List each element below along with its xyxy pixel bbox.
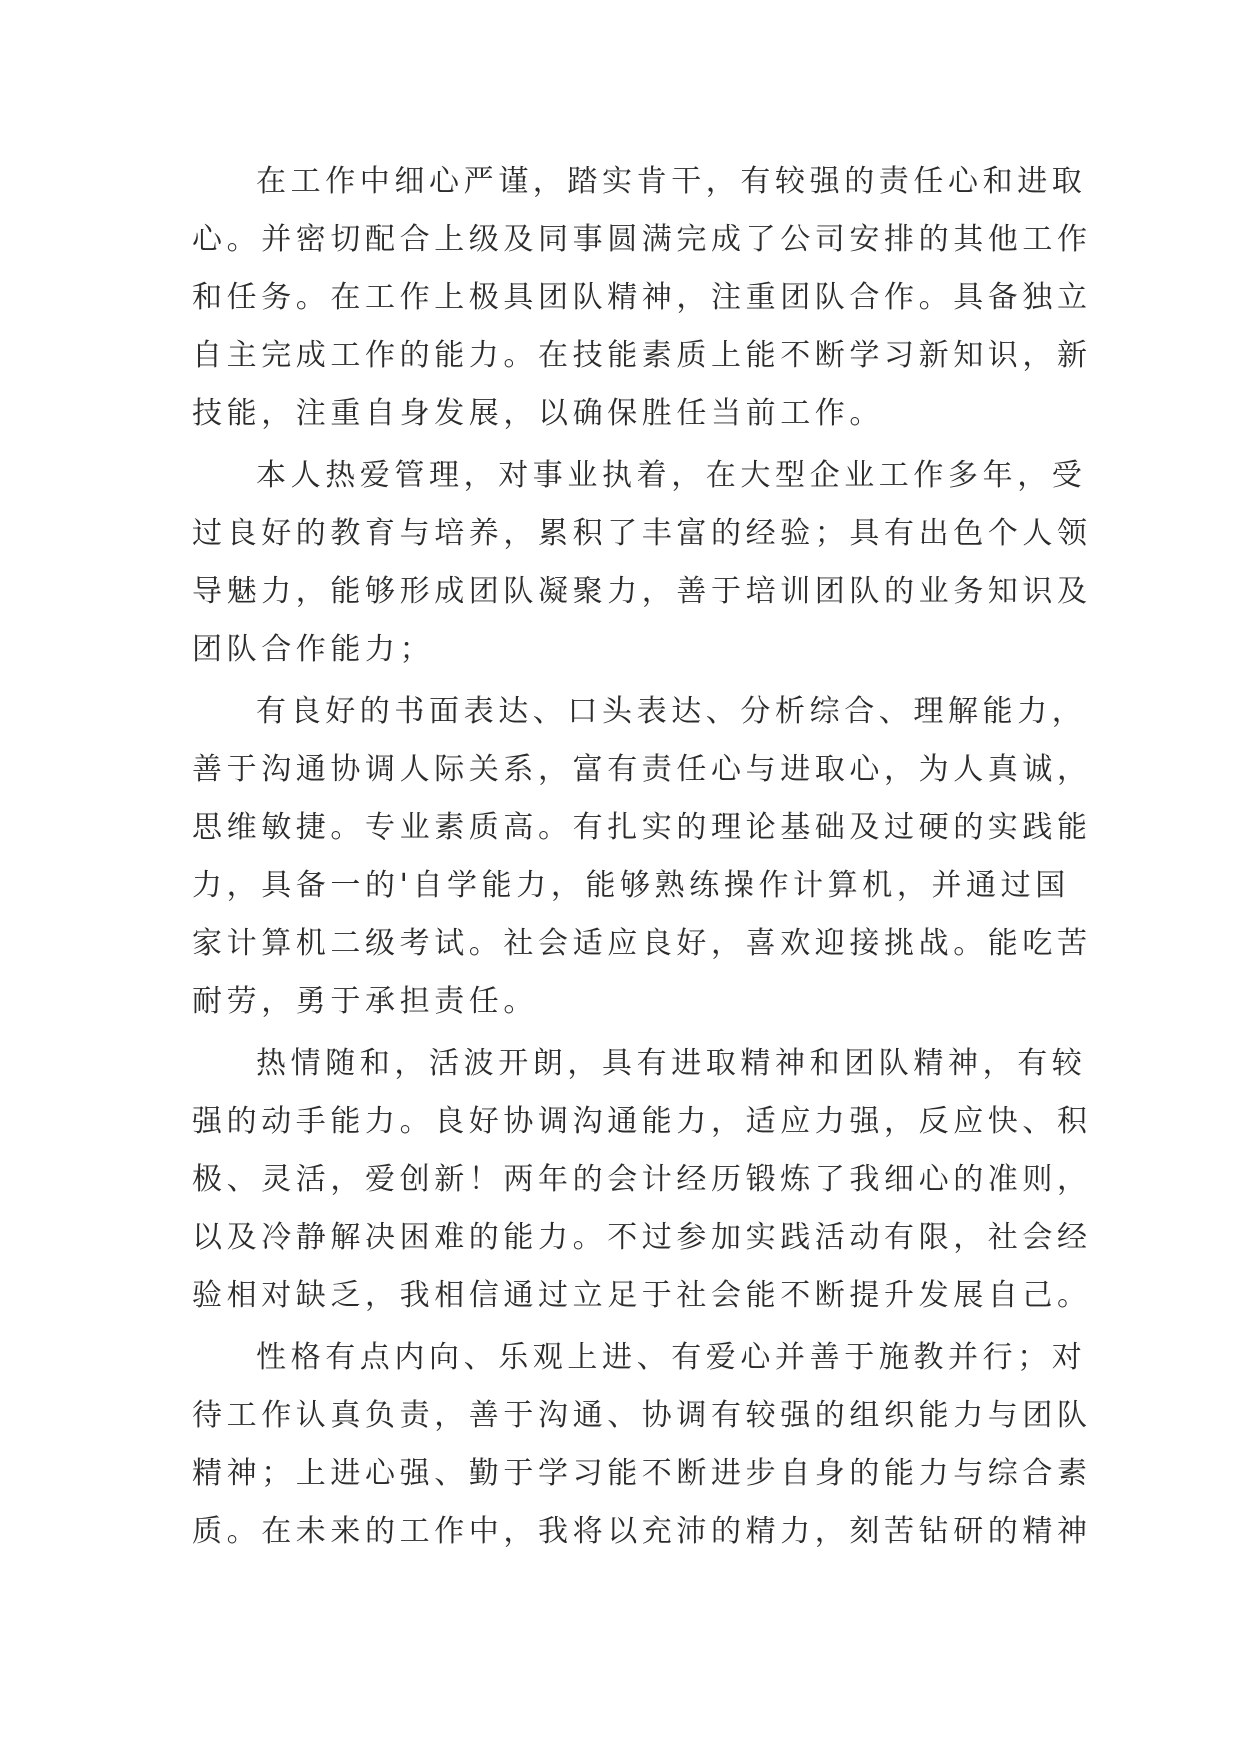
text-line: 在工作中细心严谨，踏实肯干，有较强的责任心和进取 (256, 164, 1087, 199)
text-line: 质。在未来的工作中，我将以充沛的精力，刻苦钻研的精神 (192, 1514, 1092, 1549)
paragraph-3 (192, 683, 1092, 1031)
text-line: 精神；上进心强、勤于学习能不断进步自身的能力与综合素 (192, 1456, 1092, 1491)
text-line: 技能，注重自身发展，以确保胜任当前工作。 (192, 396, 884, 431)
text-line: 性格有点内向、乐观上进、有爱心并善于施教并行；对 (256, 1340, 1087, 1375)
text-line: 待工作认真负责，善于沟通、协调有较强的组织能力与团队 (192, 1398, 1092, 1433)
text-line: 过良好的教育与培养，累积了丰富的经验；具有出色个人领 (192, 516, 1092, 551)
text-line: 极、灵活，爱创新！两年的会计经历锻炼了我细心的准则， (192, 1162, 1092, 1197)
document-body (192, 153, 1092, 1565)
text-line: 耐劳，勇于承担责任。 (192, 984, 538, 1019)
text-line: 验相对缺乏，我相信通过立足于社会能不断提升发展自己。 (192, 1278, 1092, 1313)
text-line: 热情随和，活波开朗，具有进取精神和团队精神，有较 (256, 1046, 1087, 1081)
text-line: 团队合作能力； (192, 632, 435, 667)
text-line: 力，具备一的'自学能力，能够熟练操作计算机，并通过国 (192, 868, 1070, 903)
text-line: 导魅力，能够形成团队凝聚力，善于培训团队的业务知识及 (192, 574, 1092, 609)
text-line: 有良好的书面表达、口头表达、分析综合、理解能力， (256, 694, 1087, 729)
text-line: 强的动手能力。良好协调沟通能力，适应力强，反应快、积 (192, 1104, 1092, 1139)
paragraph-1 (192, 153, 1092, 443)
text-line: 家计算机二级考试。社会适应良好，喜欢迎接挑战。能吃苦 (192, 926, 1092, 961)
text-line: 善于沟通协调人际关系，富有责任心与进取心，为人真诚， (192, 752, 1092, 787)
text-line: 思维敏捷。专业素质高。有扎实的理论基础及过硬的实践能 (192, 810, 1092, 845)
paragraph-4 (192, 1035, 1092, 1325)
text-line: 和任务。在工作上极具团队精神，注重团队合作。具备独立 (192, 280, 1092, 315)
paragraph-5 (192, 1329, 1092, 1561)
text-line: 心。并密切配合上级及同事圆满完成了公司安排的其他工作 (192, 222, 1092, 257)
text-line: 以及冷静解决困难的能力。不过参加实践活动有限，社会经 (192, 1220, 1092, 1255)
text-line: 本人热爱管理，对事业执着，在大型企业工作多年，受 (256, 458, 1087, 493)
text-line: 自主完成工作的能力。在技能素质上能不断学习新知识，新 (192, 338, 1092, 373)
paragraph-2 (192, 447, 1092, 679)
